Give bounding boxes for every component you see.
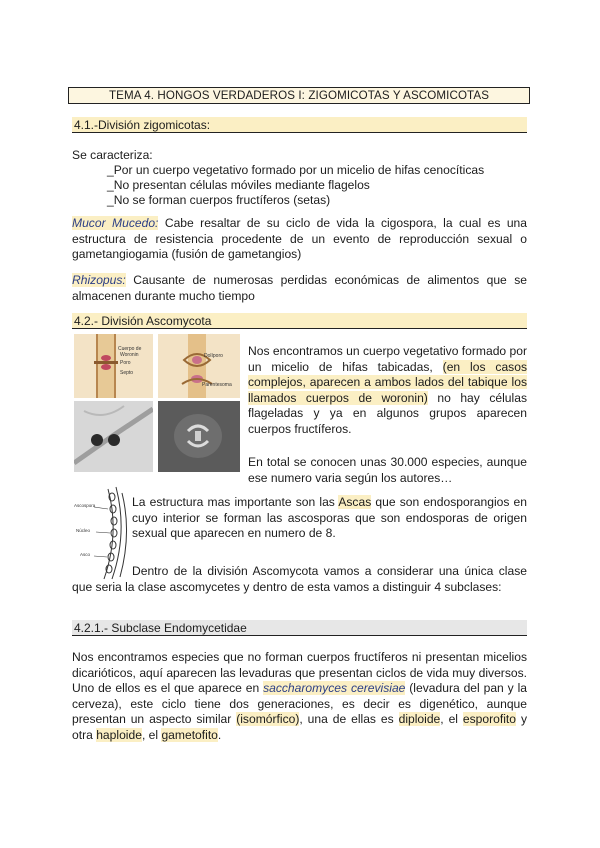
micrograph-dolipore	[158, 401, 240, 472]
label-asco: Asco	[80, 552, 91, 557]
term-mucor: Mucor Mucedo:	[72, 216, 159, 230]
paragraph-mucor	[72, 216, 527, 263]
label-woronin: Woronin	[120, 352, 139, 358]
paragraph-endomycetidae-text-7: .	[217, 727, 222, 742]
term-saccharomyces: saccharomyces cerevisiae	[263, 681, 406, 696]
intro-text: Se caracteriza:	[72, 148, 153, 162]
highlight-woronin: (en los casos complejos, aparecen a ambos lados del tabique los llamados cuerpos de woronin)	[248, 359, 527, 405]
woronin-body-illustration	[74, 334, 153, 398]
paragraph-endomycetidae-text-3: , una de ellas es	[299, 712, 399, 727]
highlight-ascas: Ascas	[338, 495, 372, 509]
paragraph-endomycetidae	[72, 650, 527, 744]
paragraph-ascomycota-body	[248, 344, 527, 438]
highlight-gametofito: gametofito	[161, 727, 218, 742]
paragraph-endomycetidae-text-2: (levadura del pan y la cerveza), este ciclo tiene dos generaciones, es decir es digenético, aunque presentan un aspecto similar	[72, 681, 527, 727]
paragraph-mucor-text: Cabe resaltar de su ciclo de vida la cigospora, la cual es una estructura de resistencia procedente de un evento de reproducción sexual o gametangiogamia (fusión de gametangios)	[72, 216, 527, 262]
dolipore-illustration	[158, 334, 240, 398]
paragraph-species-count: En total se conocen unas 30.000 especies, aunque ese numero varia según los autores…	[248, 455, 527, 485]
list-item: _Por un cuerpo vegetativo formado por un micelio de hifas cenocíticas	[107, 163, 485, 177]
term-rhizopus: Rhizopus:	[72, 273, 126, 287]
section-heading-zigomicotas: 4.1.-División zigomicotas:	[72, 117, 527, 133]
section-heading-ascomycota: 4.2.- División Ascomycota	[72, 313, 527, 329]
paragraph-rhizopus-text: Causante de numerosas perdidas económicas de alimentos que se almacenen durante mucho tiempo	[72, 273, 527, 303]
paragraph-ascas-text: La estructura mas importante son las	[132, 495, 339, 509]
page-title: TEMA 4. HONGOS VERDADEROS I: ZIGOMICOTAS Y ASCOMICOTAS	[68, 87, 530, 104]
paragraph-ascas-text-end: que son endosporangios en cuyo interior se forman las ascosporas que son endosporas de origen sexual que aparecen en numero de 8.	[132, 495, 527, 541]
list-item: _No presentan células móviles mediante flagelos	[107, 178, 370, 192]
label-nucleus: Núcleo	[76, 528, 91, 533]
label-ascospore: Ascospora	[74, 503, 96, 508]
label-poro: Poro	[120, 360, 131, 366]
paragraph-rhizopus	[72, 273, 527, 304]
paragraph-endomycetidae-text-5: y otra	[72, 712, 527, 742]
paragraph-endomycetidae-text-6: , el	[141, 727, 162, 742]
paragraph-endomycetidae-text-4: , el	[440, 712, 463, 727]
paragraph-subclasses: Dentro de la división Ascomycota vamos a considerar una única clase que seria la clase ascomycetes y dentro de esta vamos a distinguir 4 subclases:	[72, 564, 527, 594]
paragraph-ascomycota-text: Nos encontramos un cuerpo vegetativo formado por un micelio de hifas tabicadas,	[248, 344, 527, 374]
paragraph-ascomycota-text-end: no hay células flageladas y ya en algunos grupos aparecen cuerpos fructíferos.	[248, 390, 527, 436]
highlight-esporofito: esporofito	[462, 712, 517, 727]
micrograph-woronin	[74, 401, 153, 472]
highlight-isomorfico: (isomórfico)	[236, 712, 300, 727]
section-heading-endomycetidae: 4.2.1.- Subclase Endomycetidae	[72, 620, 527, 636]
label-dolipore: Dolíporo	[204, 353, 223, 359]
highlight-diploide: diploide	[398, 712, 441, 727]
label-septo: Septo	[120, 370, 134, 376]
label-cuerpo: Cuerpo de	[118, 346, 142, 352]
label-parentesoma: Parentesoma	[202, 382, 232, 388]
paragraph-endomycetidae-text: Nos encontramos especies que no forman cuerpos fructíferos ni presentan micelios dicarióticos, aquí aparecen las levaduras que presentan ciclos de vida muy diversos. Uno de ellos es el que aparece en	[72, 650, 527, 696]
highlight-haploide: haploide	[96, 727, 142, 742]
paragraph-ascas	[132, 495, 527, 542]
list-item: _No se forman cuerpos fructíferos (setas)	[107, 193, 331, 207]
